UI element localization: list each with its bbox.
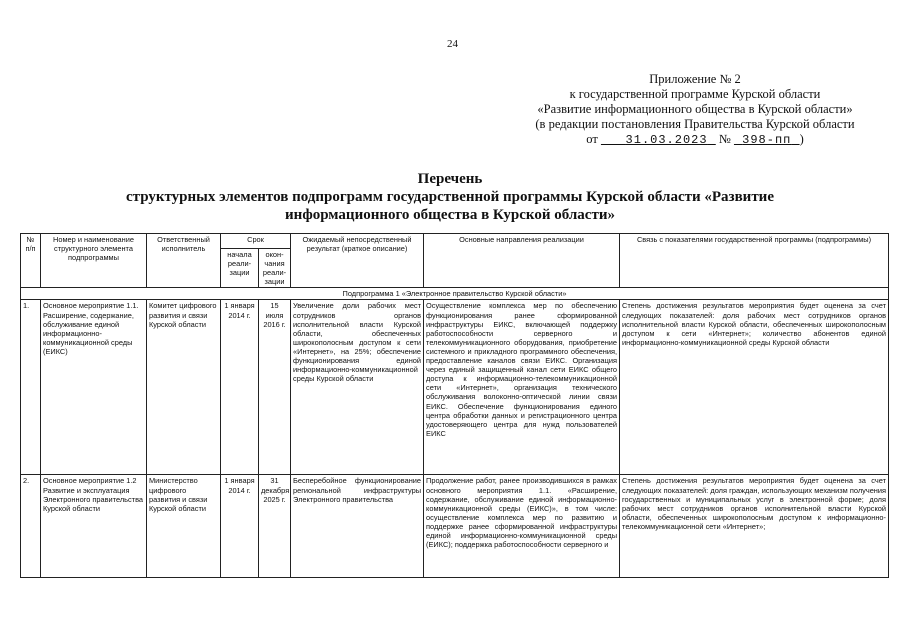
subprogram-title: Подпрограмма 1 «Электронное правительство Курской области» [21, 288, 889, 300]
appendix-date-line [515, 132, 875, 148]
row-num: 2. [21, 475, 41, 578]
title-line-1: Перечень [417, 171, 483, 187]
header-num: № п/п [21, 234, 41, 288]
appendix-line-program: к государственной программе Курской области [569, 87, 821, 101]
document-title [60, 170, 840, 224]
number-label: № [718, 132, 731, 146]
row-num: 1. [21, 300, 41, 475]
decree-number [734, 133, 800, 147]
appendix-line-program-name: «Развитие информационного общества в Курской области» [537, 102, 853, 116]
table-row [21, 475, 889, 578]
subprogram-row [21, 288, 889, 300]
page-number: 24 [447, 38, 458, 50]
row-name: Основное мероприятие 1.2 Развитие и эксплуатация Электронного правительства Курской области [41, 475, 147, 578]
row-directions: Осуществление комплекса мер по обеспечению функционирования ранее сформированной инфраструктуры ЕИКС, включающей поддержку работоспособности серверного и телекоммуникационного оборудования, приобретение системного и прикладного программного обеспечения, предоставление каналов связи ЕИКС. Организация через единый защищенный канал сети ЕИКС общего доступа к информационно-телекоммуникационной сети «Интернет», организация технического обслуживания волоконно-оптической линии связи ЕИКС. Обеспечение функционирования единого центра обработки данных и регистрационного центра удостоверяющего центра для нужд пользователей ЕИКС [424, 300, 620, 475]
header-result: Ожидаемый непосредственный результат (краткое описание) [291, 234, 424, 288]
header-directions: Основные направления реализации [424, 234, 620, 288]
row-link: Степень достижения результатов мероприятия будет оценена за счет следующих показателей: доля граждан, использующих механизм получения государственных и муниципальных услуг в электронной форме; доля рабочих мест сотрудников органов исполнительной власти Курской области, обеспеченных широкополосным доступом к информационно-телекоммуникационной сети «Интернет»; [620, 475, 889, 578]
structural-elements-table [20, 233, 889, 578]
row-result: Увеличение доли рабочих мест сотрудников органов исполнительной власти Курской области, обеспеченных широкополосным доступом к сети «Интернет», на 25%; обеспечение функционирования единой информационно-коммуникационной среды Курской области [291, 300, 424, 475]
row-directions: Продолжение работ, ранее производившихся в рамках основного мероприятия 1.1. «Расширение, содержание, обслуживание единой информационно-коммуникационной среды (ЕИКС)», в том числе: осуществление комплекса мер по развитию и поддержке ранее сформированной инфраструктуры единой информационно-коммуникационной среды (ЕИКС); поддержка работоспособности серверного и [424, 475, 620, 578]
header-executor: Ответственный исполнитель [147, 234, 221, 288]
row-executor: Комитет цифрового развития и связи Курской области [147, 300, 221, 475]
appendix-block [515, 72, 875, 148]
row-link: Степень достижения результатов мероприятия будет оценена за счет следующих показателей: доля рабочих мест сотрудников органов исполнительной власти Курской области, обеспеченных широкополосным доступом к сети «Интернет»; количество абонентов единой информационно-коммуникационной среды Курской области [620, 300, 889, 475]
row-executor: Министерство цифрового развития и связи Курской области [147, 475, 221, 578]
row-name: Основное мероприятие 1.1. Расширение, содержание, обслуживание единой информационно-коммуникационной среды (ЕИКС) [41, 300, 147, 475]
title-line-3: информационного общества в Курской области» [285, 207, 615, 223]
close-paren: ) [799, 132, 804, 146]
header-term-end: окон-чания реали-зации [259, 249, 291, 288]
decree-number-value: 398-пп [742, 133, 792, 147]
row-end: 31 декабря 2025 г. [259, 475, 291, 578]
header-link: Связь с показателями государственной программы (подпрограммы) [620, 234, 889, 288]
header-name: Номер и наименование структурного элемента подпрограммы [41, 234, 147, 288]
from-label: от [586, 132, 598, 146]
appendix-title: Приложение № 2 [649, 72, 741, 86]
row-start: 1 января 2014 г. [221, 300, 259, 475]
row-result: Бесперебойное функционирование региональной инфраструктуры Электронного правительства [291, 475, 424, 578]
header-term-start: начала реали-зации [221, 249, 259, 288]
row-end: 15 июля 2016 г. [259, 300, 291, 475]
decree-date [601, 133, 716, 147]
header-term: Срок [221, 234, 291, 249]
table-row [21, 300, 889, 475]
title-line-2: структурных элементов подпрограмм государственной программы Курской области «Развитие [126, 189, 774, 205]
decree-date-value: 31.03.2023 [625, 133, 708, 147]
row-start: 1 января 2014 г. [221, 475, 259, 578]
appendix-line-edition: (в редакции постановления Правительства Курской области [535, 117, 855, 131]
